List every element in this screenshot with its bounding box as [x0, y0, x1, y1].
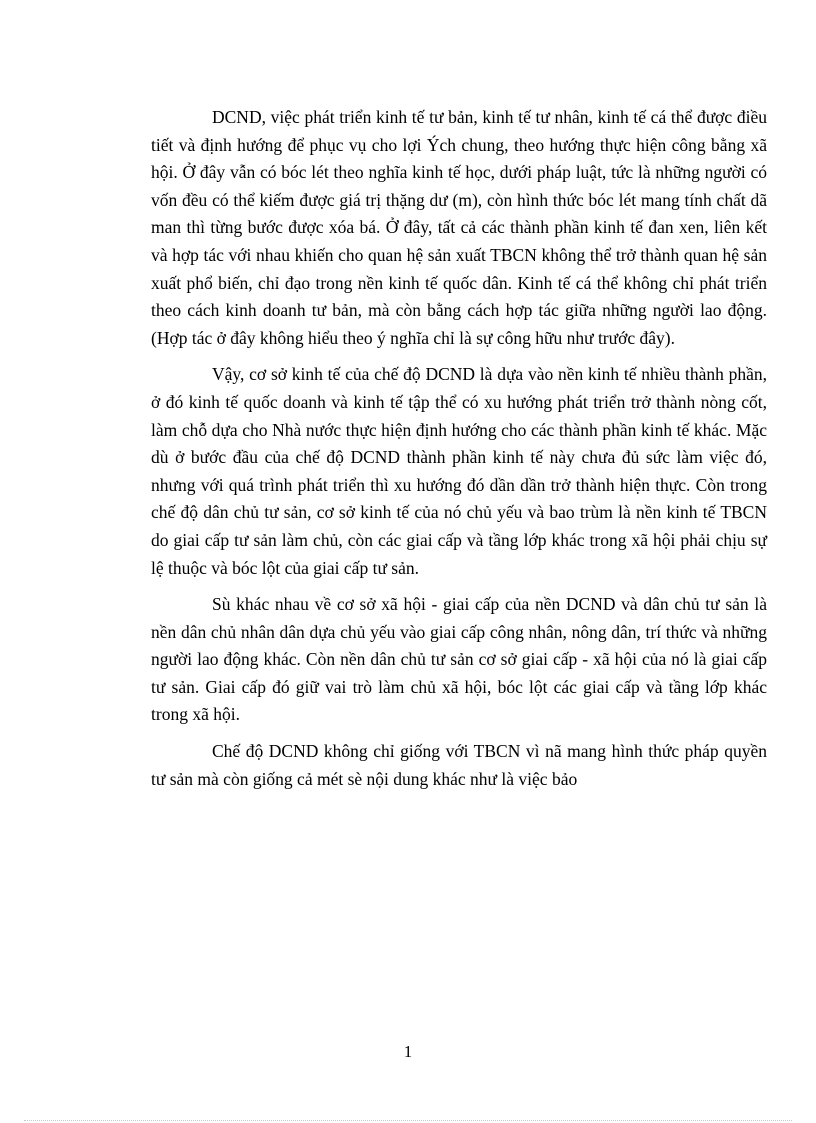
paragraph: Sù khác nhau về cơ sở xã hội - giai cấp của nền DCND và dân chủ tư sản là nền dân chủ nhân dân dựa chủ yếu vào giai cấp công nhân, nông dân, trí thức và những người lao động khác. Còn nền dân chủ tư sản cơ sở giai cấp - xã hội của nó là giai cấp tư sản. Giai cấp đó giữ vai trò làm chủ xã hội, bóc lột các giai cấp và tầng lớp khác trong xã hội. [151, 594, 767, 725]
body-text [151, 104, 767, 793]
paragraph: Chế độ DCND không chỉ giống với TBCN vì nã mang hình thức pháp quyền tư sản mà còn giống cả mét sè nội dung khác như là việc bảo [151, 741, 767, 789]
page-number: 1 [403, 1042, 413, 1061]
page-bottom-divider [24, 1120, 792, 1121]
paragraph: DCND, việc phát triển kinh tế tư bản, kinh tế tư nhân, kinh tế cá thể được điều tiết và định hướng để phục vụ cho lợi Ých chung, theo hướng thực hiện công bằng xã hội. Ở đây vẫn có bóc lét theo nghĩa kinh tế học, dưới pháp luật, tức là những người có vốn đều có thể kiếm được giá trị thặng dư (m), còn hình thức bóc lét mang tính chất dã man thì từng bước được xóa bá. Ở đây, tất cả các thành phần kinh tế đan xen, liên kết và hợp tác với nhau khiến cho quan hệ sản xuất TBCN không thể trở thành quan hệ sản xuất phổ biến, chỉ đạo trong nền kinh tế quốc dân. Kinh tế cá thể không chỉ phát triển theo cách kinh doanh tư bản, mà còn bằng cách hợp tác giữa những người lao động. (Hợp tác ở đây không hiểu theo ý nghĩa chỉ là sự công hữu như trước đây). [151, 107, 767, 348]
paragraph: Vậy, cơ sở kinh tế của chế độ DCND là dựa vào nền kinh tế nhiều thành phần, ở đó kinh tế quốc doanh và kinh tế tập thể có xu hướng phát triển trở thành nòng cốt, làm chỗ dựa cho Nhà nước thực hiện định hướng cho các thành phần kinh tế khác. Mặc dù ở bước đầu của chế độ DCND thành phần kinh tế này chưa đủ sức làm việc đó, nhưng với quá trình phát triển thì xu hướng đó dần dần trở thành hiện thực. Còn trong chế độ dân chủ tư sản, cơ sở kinh tế của nó chủ yếu và bao trùm là nền kinh tế TBCN do giai cấp tư sản làm chủ, còn các giai cấp và tầng lớp khác trong xã hội phải chịu sự lệ thuộc và bóc lột của giai cấp tư sản. [151, 364, 767, 578]
